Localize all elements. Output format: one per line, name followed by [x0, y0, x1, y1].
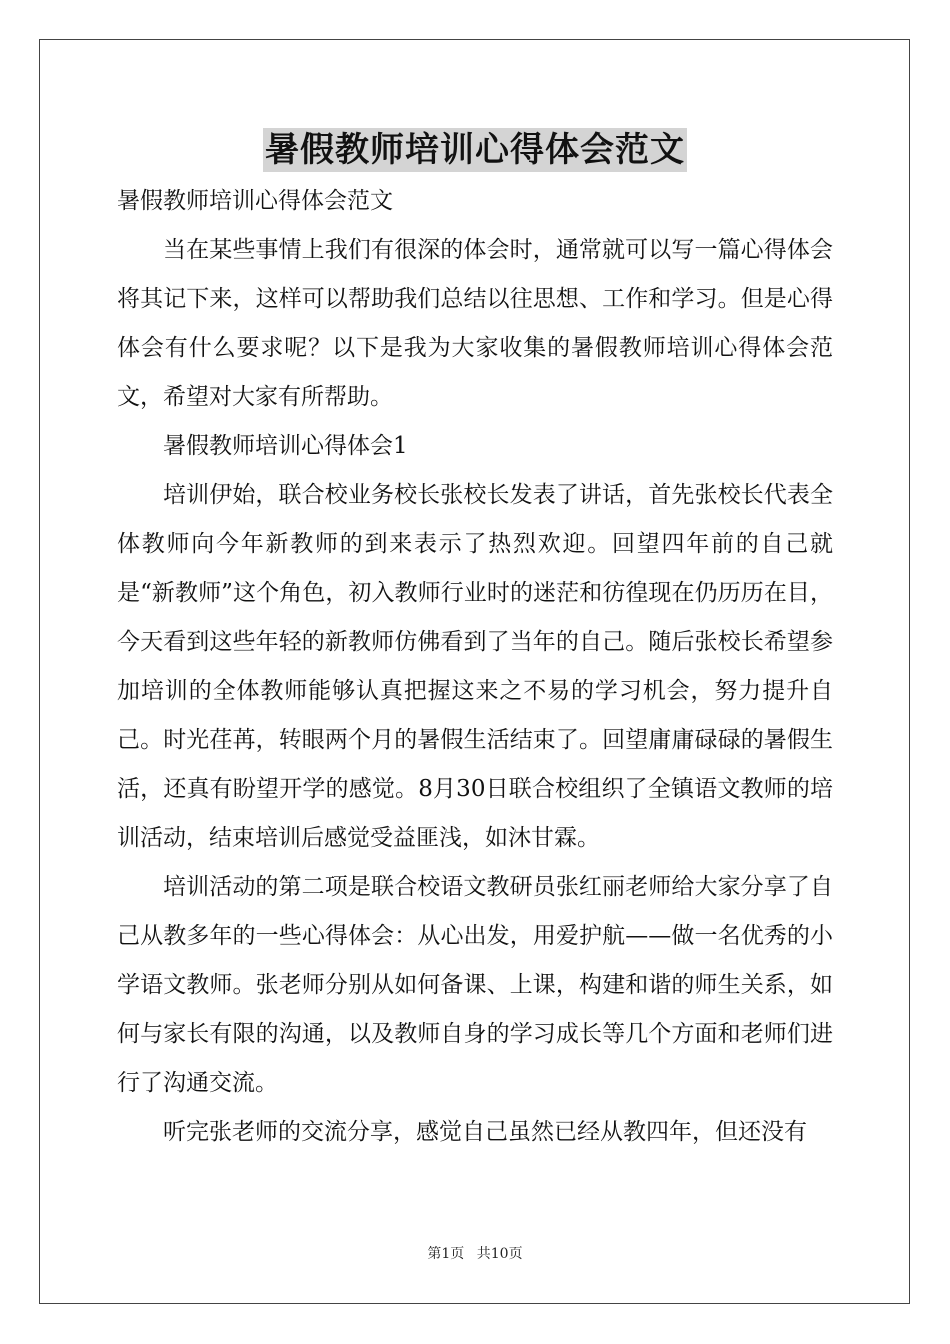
page-footer [0, 1245, 950, 1263]
paragraph-3: 听完张老师的交流分享，感觉自己虽然已经从教四年，但还没有 [163, 1119, 807, 1145]
document-subtitle: 暑假教师培训心得体会范文 [117, 188, 393, 214]
title-container [0, 128, 950, 172]
section-heading: 暑假教师培训心得体会1 [163, 433, 408, 459]
paragraph-2: 培训活动的第二项是联合校语文教研员张红丽老师给大家分享了自己从教多年的一些心得体会：从心出发，用爱护航——做一名优秀的小学语文教师。张老师分别从如何备课、上课，构建和谐的师生关系，如何与家长有限的沟通，以及教师自身的学习成长等几个方面和老师们进行了沟通交流。 [117, 874, 833, 1096]
paragraph-intro: 当在某些事情上我们有很深的体会时，通常就可以写一篇心得体会将其记下来，这样可以帮助我们总结以往思想、工作和学习。但是心得体会有什么要求呢？以下是我为大家收集的暑假教师培训心得体会范文，希望对大家有所帮助。 [117, 237, 833, 410]
document-body [117, 177, 833, 1157]
page-total: 共10页 [476, 1246, 523, 1262]
document-title: 暑假教师培训心得体会范文 [265, 130, 685, 170]
page-number: 第1页 [427, 1246, 465, 1262]
paragraph-1: 培训伊始，联合校业务校长张校长发表了讲话，首先张校长代表全体教师向今年新教师的到来表示了热烈欢迎。回望四年前的自己就是“新教师”这个角色，初入教师行业时的迷茫和彷徨现在仍历历在目，今天看到这些年轻的新教师仿佛看到了当年的自己。随后张校长希望参加培训的全体教师能够认真把握这来之不易的学习机会，努力提升自己。时光荏苒，转眼两个月的暑假生活结束了。回望庸庸碌碌的暑假生活，还真有盼望开学的感觉。8月30日联合校组织了全镇语文教师的培训活动，结束培训后感觉受益匪浅，如沐甘霖。 [117, 482, 833, 851]
